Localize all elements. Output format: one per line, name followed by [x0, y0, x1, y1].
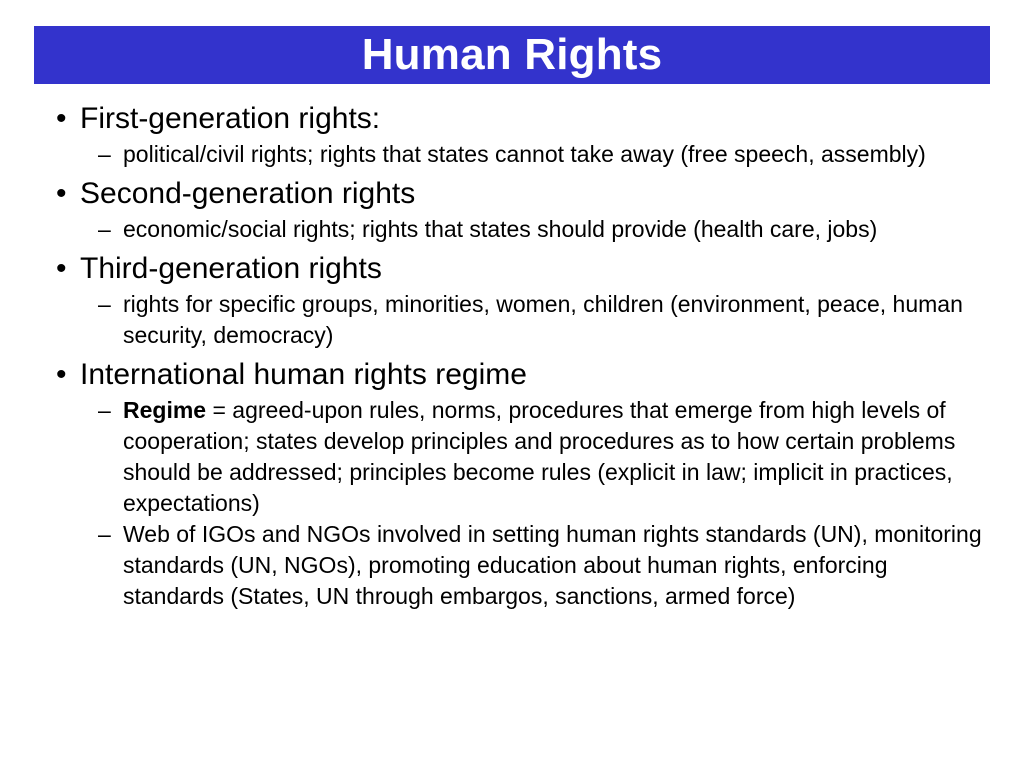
bullet-icon: • [56, 358, 67, 391]
sub-bullet-item [56, 289, 986, 351]
bullet-icon: • [56, 177, 67, 210]
bullet-label: Second-generation rights [80, 177, 416, 210]
bullet-item [56, 176, 986, 212]
bullet-group-third-generation [56, 251, 986, 351]
bullet-label: Third-generation rights [80, 252, 382, 285]
sub-bullet-item [56, 519, 986, 612]
bullet-icon: • [56, 252, 67, 285]
dash-icon: – [98, 291, 111, 317]
sub-bullet-text [123, 289, 986, 351]
dash-icon: – [98, 141, 111, 167]
bullet-list [56, 101, 986, 618]
sub-bullet-body: rights for specific groups, minorities, women, children (environment, peace, human security, democracy) [123, 291, 963, 348]
dash-icon: – [98, 397, 111, 423]
sub-bullet-body: economic/social rights; rights that states should provide (health care, jobs) [123, 216, 878, 242]
sub-bullet-item [56, 214, 986, 245]
sub-bullet-item [56, 139, 986, 170]
bullet-group-first-generation [56, 101, 986, 170]
sub-bullet-body: Web of IGOs and NGOs involved in setting human rights standards (UN), monitoring standards (UN, NGOs), promoting education about human rights, enforcing standards (States, UN through embargos, sanctions, armed force) [123, 521, 982, 609]
bullet-group-international-regime [56, 357, 986, 612]
sub-bullet-body: = agreed-upon rules, norms, procedures that emerge from high levels of cooperation; states develop principles and procedures as to how certain problems should be addressed; principles become rules (explicit in law; implicit in practices, expectations) [123, 397, 956, 516]
sub-bullet-body: political/civil rights; rights that states cannot take away (free speech, assembly) [123, 141, 926, 167]
dash-icon: – [98, 216, 111, 242]
bullet-icon: • [56, 102, 67, 135]
sub-bullet-bold-term: Regime [123, 397, 207, 423]
bullet-label: First-generation rights: [80, 102, 381, 135]
sub-bullet-text [123, 214, 986, 245]
slide-title: Human Rights [361, 30, 663, 79]
bullet-label: International human rights regime [80, 358, 527, 391]
bullet-item [56, 101, 986, 137]
bullet-group-second-generation [56, 176, 986, 245]
bullet-item [56, 357, 986, 393]
sub-bullet-item [56, 395, 986, 519]
bullet-item [56, 251, 986, 287]
sub-bullet-text [123, 395, 986, 519]
sub-bullet-text [123, 139, 986, 170]
sub-bullet-text [123, 519, 986, 612]
dash-icon: – [98, 521, 111, 547]
title-bar [34, 26, 990, 84]
